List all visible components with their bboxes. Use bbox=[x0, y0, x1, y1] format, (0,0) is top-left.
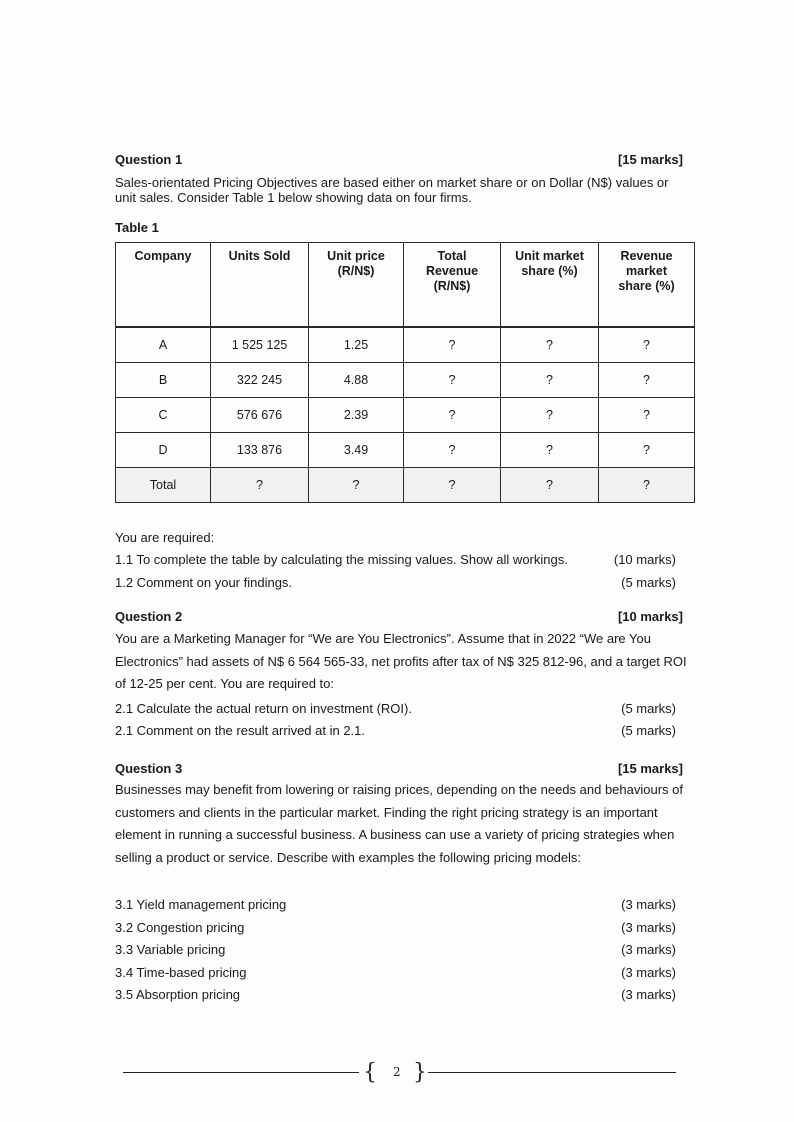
table-cell: ? bbox=[599, 398, 695, 433]
item-marks: (3 marks) bbox=[621, 965, 676, 980]
item-text: 2.1 Calculate the actual return on investment (ROI). bbox=[115, 701, 412, 716]
question-1-marks: [15 marks] bbox=[617, 152, 683, 167]
brace-right: } bbox=[413, 1060, 427, 1085]
table-cell: ? bbox=[404, 468, 501, 503]
table-cell: ? bbox=[211, 468, 309, 503]
footer-rule-right bbox=[428, 1072, 676, 1073]
table-cell: ? bbox=[404, 398, 501, 433]
question-2-marks: [10 marks] bbox=[617, 609, 683, 624]
item-text: 3.4 Time-based pricing bbox=[115, 965, 247, 980]
table-cell: B bbox=[116, 363, 211, 398]
table-cell: 3.49 bbox=[309, 433, 404, 468]
item-marks: (5 marks) bbox=[621, 723, 676, 738]
table-cell: ? bbox=[501, 433, 599, 468]
question-1-item bbox=[115, 552, 676, 567]
table-cell: 4.88 bbox=[309, 363, 404, 398]
table-cell: 2.39 bbox=[309, 398, 404, 433]
table-cell: ? bbox=[501, 468, 599, 503]
item-text: 3.5 Absorption pricing bbox=[115, 987, 241, 1002]
table-cell: A bbox=[116, 327, 211, 363]
item-marks: (3 marks) bbox=[621, 942, 676, 957]
question-1-heading bbox=[115, 152, 683, 167]
item-text: 3.3 Variable pricing bbox=[115, 942, 226, 957]
column-header: Revenue market share (%) bbox=[599, 243, 695, 328]
question-1-title: Question 1 bbox=[115, 152, 183, 167]
item-text: 2.1 Comment on the result arrived at in 2.1. bbox=[115, 723, 366, 738]
table-row bbox=[116, 433, 695, 468]
table-cell: ? bbox=[404, 363, 501, 398]
question-3-item bbox=[115, 942, 676, 957]
question-3-item bbox=[115, 987, 676, 1002]
column-header: Total Revenue (R/N$) bbox=[404, 243, 501, 328]
question-2-item bbox=[115, 701, 676, 716]
table-total-row bbox=[116, 468, 695, 503]
brace-left: { bbox=[363, 1060, 377, 1085]
table-cell: C bbox=[116, 398, 211, 433]
page-footer bbox=[123, 1058, 676, 1086]
question-1-item bbox=[115, 575, 676, 590]
question-2-item bbox=[115, 723, 676, 738]
column-header: Company bbox=[116, 243, 211, 328]
item-marks: (10 marks) bbox=[613, 552, 676, 567]
table-cell: ? bbox=[501, 398, 599, 433]
table-header-row bbox=[116, 243, 695, 328]
table-cell: ? bbox=[404, 327, 501, 363]
question-3-intro: Businesses may benefit from lowering or raising prices, depending on the needs and behaviours of customers and clients in the particular market. Finding the right pricing strategy is an important element in running a successful business. A business can use a variety of pricing strategies when selling a product or service. Describe with examples the following pricing models: bbox=[115, 782, 684, 865]
item-text: 1.1 To complete the table by calculating the missing values. Show all workings. bbox=[115, 552, 568, 567]
question-3-marks: [15 marks] bbox=[617, 761, 683, 776]
table-row bbox=[116, 398, 695, 433]
item-marks: (3 marks) bbox=[621, 897, 676, 912]
table-cell: D bbox=[116, 433, 211, 468]
question-3-item bbox=[115, 897, 676, 912]
question-2-title: Question 2 bbox=[115, 609, 183, 624]
table-cell: 322 245 bbox=[211, 363, 309, 398]
table-cell: ? bbox=[599, 327, 695, 363]
table-cell: 133 876 bbox=[211, 433, 309, 468]
table-cell: 1 525 125 bbox=[211, 327, 309, 363]
question-1-intro: Sales-orientated Pricing Objectives are based either on market share or on Dollar (N$) values or unit sales. Consider Table 1 below showing data on four firms. bbox=[115, 175, 669, 205]
question-2-intro: You are a Marketing Manager for “We are You Electronics”. Assume that in 2022 “We are You Electronics” had assets of N$ 6 564 565-33, net profits after tax of N$ 325 812-96, and a target ROI of 12-25 per cent. You are required to: bbox=[115, 631, 687, 691]
question-3-item bbox=[115, 920, 676, 935]
page-number: 2 bbox=[393, 1065, 401, 1079]
table-cell: ? bbox=[599, 433, 695, 468]
table-cell: 576 676 bbox=[211, 398, 309, 433]
table-row bbox=[116, 327, 695, 363]
question-3-heading bbox=[115, 761, 683, 776]
table-cell: ? bbox=[501, 363, 599, 398]
question-2-heading bbox=[115, 609, 683, 624]
table-cell: ? bbox=[404, 433, 501, 468]
table-cell: ? bbox=[501, 327, 599, 363]
item-text: 1.2 Comment on your findings. bbox=[115, 575, 293, 590]
table-cell: ? bbox=[309, 468, 404, 503]
footer-rule-left bbox=[123, 1072, 359, 1073]
item-text: 3.1 Yield management pricing bbox=[115, 897, 287, 912]
table-cell: Total bbox=[116, 468, 211, 503]
question-1-required: You are required: bbox=[115, 530, 215, 545]
table-row bbox=[116, 363, 695, 398]
item-marks: (3 marks) bbox=[621, 920, 676, 935]
item-text: 3.2 Congestion pricing bbox=[115, 920, 245, 935]
table-1-label: Table 1 bbox=[115, 220, 159, 235]
column-header: Unit market share (%) bbox=[501, 243, 599, 328]
table-cell: ? bbox=[599, 363, 695, 398]
column-header: Unit price (R/N$) bbox=[309, 243, 404, 328]
question-3-title: Question 3 bbox=[115, 761, 183, 776]
item-marks: (3 marks) bbox=[621, 987, 676, 1002]
column-header: Units Sold bbox=[211, 243, 309, 328]
question-3-item bbox=[115, 965, 676, 980]
table-1 bbox=[115, 242, 695, 503]
item-marks: (5 marks) bbox=[621, 701, 676, 716]
table-cell: 1.25 bbox=[309, 327, 404, 363]
table-cell: ? bbox=[599, 468, 695, 503]
item-marks: (5 marks) bbox=[621, 575, 676, 590]
